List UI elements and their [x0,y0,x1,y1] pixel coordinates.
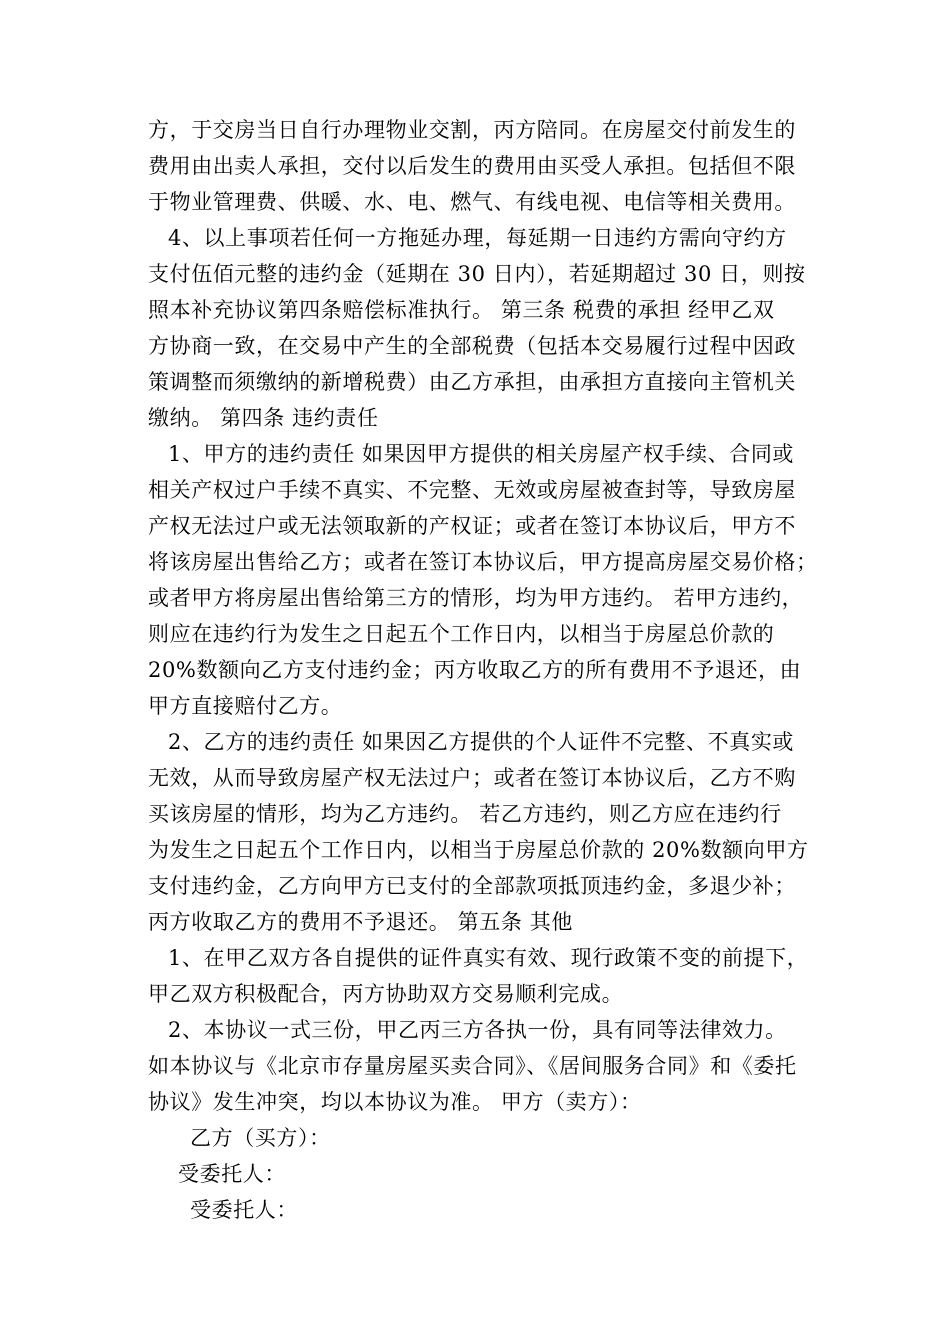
text-line: 2、本协议一式三份，甲乙丙三方各执一份，具有同等法律效力。 [168,1018,787,1042]
text-line: 1、在甲乙双方各自提供的证件真实有效、现行政策不变的前提下， [168,946,809,970]
text-line: 支付违约金，乙方向甲方已支付的全部款项抵顶违约金，多退少补； [148,874,796,898]
text-line: 如本协议与《北京市存量房屋买卖合同》、《居间服务合同》和《委托 [148,1054,797,1078]
text-line: 将该房屋出售给乙方；或者在签订本协议后，甲方提高房屋交易价格； [148,550,818,574]
text-line: 于物业管理费、供暖、水、电、燃气、有线电视、电信等相关费用。 [148,190,796,214]
text-line: 2、乙方的违约责任 如果因乙方提供的个人证件不完整、不真实或 [168,730,795,754]
signature-line-agent: 受委托人： [190,1198,298,1222]
text-line: 则应在违约行为发生之日起五个工作日内，以相当于房屋总价款的 [148,622,775,646]
text-line: 甲方直接赔付乙方。 [148,694,343,718]
text-line: 缴纳。 第四条 违约责任 [148,406,379,430]
text-line: 甲乙双方积极配合，丙方协助双方交易顺利完成。 [148,982,624,1006]
text-line: 相关产权过户手续不真实、不完整、无效或房屋被查封等，导致房屋 [148,478,796,502]
text-line: 照本补充协议第四条赔偿标准执行。 第三条 税费的承担 经甲乙双 [148,298,775,322]
text-line: 策调整而须缴纳的新增税费）由乙方承担，由承担方直接向主管机关 [148,370,796,394]
text-line: 支付伍佰元整的违约金（延期在 30 日内），若延期超过 30 日，则按 [148,262,806,286]
signature-line-agent: 受委托人： [178,1162,286,1186]
signature-line-buyer: 乙方（买方）： [190,1126,331,1150]
text-line: 买该房屋的情形，均为乙方违约。 若乙方违约，则乙方应在违约行 [148,802,782,826]
text-line: 为发生之日起五个工作日内，以相当于房屋总价款的 20%数额向甲方 [148,838,809,862]
text-line: 费用由出卖人承担，交付以后发生的费用由买受人承担。包括但不限 [148,154,796,178]
text-line: 或者甲方将房屋出售给第三方的情形，均为甲方违约。 若甲方违约， [148,586,804,610]
text-line: 无效，从而导致房屋产权无法过户；或者在签订本协议后，乙方不购 [148,766,796,790]
text-line: 丙方收取乙方的费用不予退还。 第五条 其他 [148,910,573,934]
text-line: 4、以上事项若任何一方拖延办理，每延期一日违约方需向守约方 [168,226,787,250]
text-line: 20%数额向乙方支付违约金；丙方收取乙方的所有费用不予退还，由 [148,658,802,682]
text-line: 产权无法过户或无法领取新的产权证；或者在签订本协议后，甲方不 [148,514,796,538]
text-line: 1、甲方的违约责任 如果因甲方提供的相关房屋产权手续、合同或 [168,442,795,466]
text-line: 协议》发生冲突，均以本协议为准。 甲方（卖方）： [148,1090,642,1114]
text-line: 方协商一致，在交易中产生的全部税费（包括本交易履行过程中因政 [148,334,796,358]
text-line: 方，于交房当日自行办理物业交割，丙方陪同。在房屋交付前发生的 [148,118,796,142]
